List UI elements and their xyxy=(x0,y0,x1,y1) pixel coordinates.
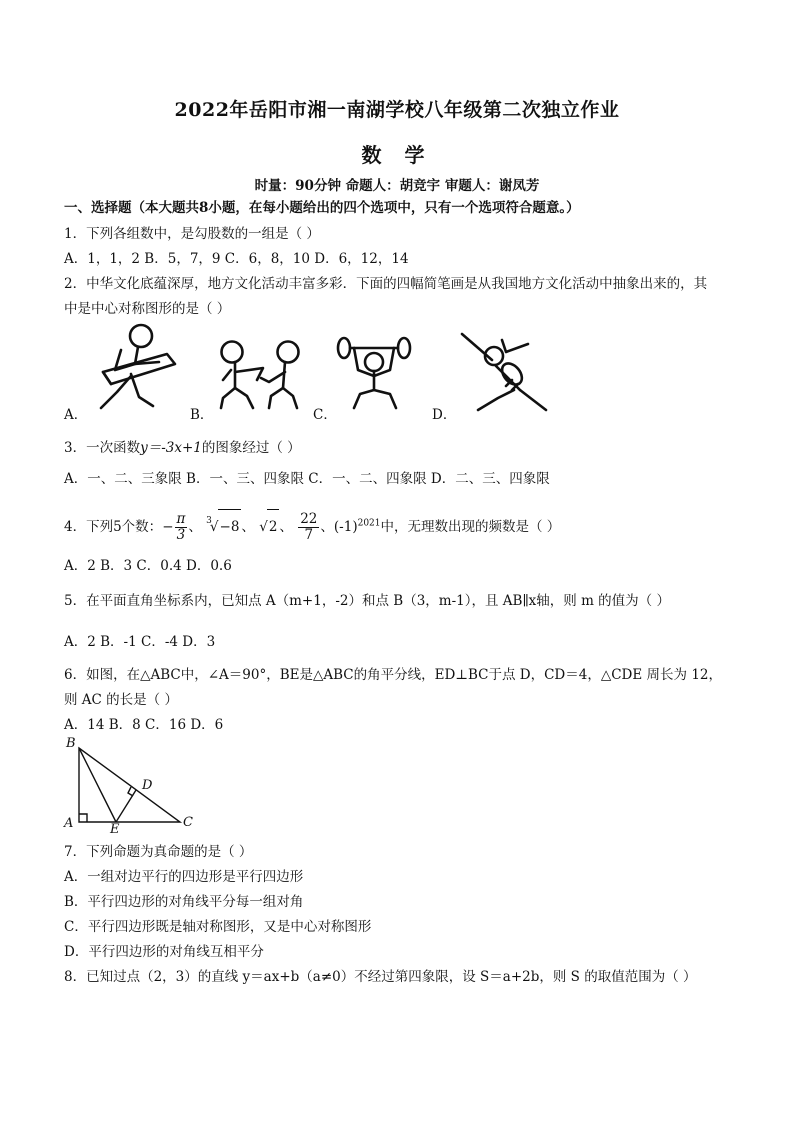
q7-option-d: D．平行四边形的对角线互相平分 xyxy=(64,944,264,960)
q1-options: A．1，1，2 B．5，7，9 C．6，8，10 D．6，12，14 xyxy=(64,251,409,267)
exam-meta: 时量：90分钟 命题人：胡竞宇 审题人：谢凤芳 xyxy=(254,178,540,194)
q1-stem: 1．下列各组数中，是勾股数的一组是（ ） xyxy=(64,226,320,242)
q2-stem-line2: 中是中心对称图形的是（ ） xyxy=(64,301,231,317)
q5-stem: 5．在平面直角坐标系内，已知点 A（m+1，-2）和点 B（3，m-1），且 AB∥x轴，则 m 的值为（ ） xyxy=(64,593,670,609)
q6-options: A．14 B．8 C．16 D．6 xyxy=(64,717,224,733)
radical-icon: √ xyxy=(209,519,219,535)
figure-d-acrobat-icon xyxy=(458,330,550,414)
q5-options: A．2 B．-1 C．-4 D．3 xyxy=(64,634,216,650)
q3-stem: 3．一次函数y＝-3x+1的图象经过（ ） xyxy=(64,440,301,456)
exam-title: 2022年岳阳市湘一南湖学校八年级第二次独立作业 xyxy=(174,99,620,121)
q7-option-b: B．平行四边形的对角线平分每一组对角 xyxy=(64,894,304,910)
q8-stem: 8．已知过点（2，3）的直线 y＝ax+b（a≠0）不经过第四象限，设 S＝a+2b，则 S 的取值范围为（ ） xyxy=(64,969,697,985)
q2-stem-line1: 2．中华文化底蕴深厚，地方文化活动丰富多彩．下面的四幅简笔画是从我国地方文化活动中抽象出来的，其 xyxy=(64,276,708,292)
q6-stem-line2: 则 AC 的长是（ ） xyxy=(64,692,178,708)
q7-option-c: C．平行四边形既是轴对称图形，又是中心对称图形 xyxy=(64,919,372,935)
label-c: C xyxy=(183,815,193,830)
label-b: B xyxy=(66,736,76,751)
q2-option-c-label: C． xyxy=(313,407,337,423)
figure-a-drummer-icon xyxy=(95,322,190,414)
pi-over-3-fraction: $\frac{\pi}{3}$ xyxy=(176,511,186,543)
q2-option-b-label: B． xyxy=(190,407,214,423)
section-heading: 一、选择题（本大题共8小题，在每小题给出的四个选项中，只有一个选项符合题意。） xyxy=(64,200,580,216)
q4-options: A．2 B．3 C．0.4 D．0.6 xyxy=(64,558,232,574)
label-e: E xyxy=(110,822,120,837)
figure-b-wrestlers-icon xyxy=(213,338,305,414)
label-d: D xyxy=(142,778,153,793)
square-root-value: 2 xyxy=(267,509,280,544)
q6-stem-line1: 6．如图，在△ABC中，∠A＝90°，BE是△ABC的角平分线，ED⊥BC于点 D，CD＝4，△CDE 周长为 12， xyxy=(64,667,722,683)
q2-option-a-label: A． xyxy=(64,407,88,423)
q7-stem: 7．下列命题为真命题的是（ ） xyxy=(64,844,253,860)
subject-title: 数 学 xyxy=(361,143,433,167)
radical-icon: √ xyxy=(259,519,268,535)
q2-option-d-label: D． xyxy=(432,407,457,423)
label-a: A xyxy=(64,816,74,831)
q3-function: y＝-3x+1 xyxy=(140,440,202,456)
q7-option-a: A．一组对边平行的四边形是平行四边形 xyxy=(64,869,304,885)
22-over-7-fraction: $\frac{22}{7}$ xyxy=(300,511,318,543)
q4-stem: 4．下列5个数：− $\frac{\pi}{3}$ 、 $^3$√−8 、 √2 、 $\frac{22}{7}$ 、$(-1)^{2021}$中，无理数出现的频数是（ ） xyxy=(64,511,561,543)
figure-c-weightlifter-icon xyxy=(334,334,414,414)
q3-options: A．一、二、三象限 B．一、三、四象限 C．一、二、四象限 D．二、三、四象限 xyxy=(64,471,550,487)
cube-root-value: −8 xyxy=(218,509,242,544)
